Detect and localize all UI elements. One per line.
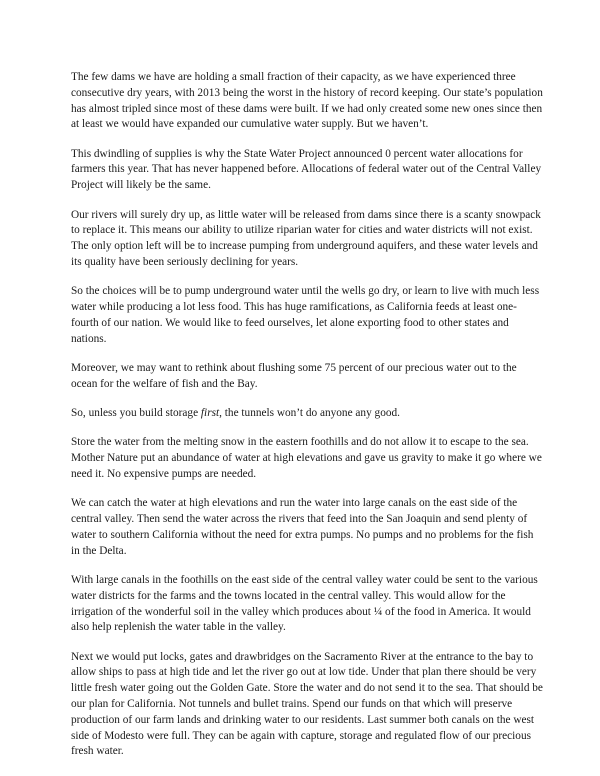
paragraph-foothill-canals: With large canals in the foothills on the east side of the central valley water could be sent to the various water districts for the farms and the towns located in the central valley. This would allow for the irrigation of the wonderful soil in the valley which produces about ¼ of the food in America. It would also help replenish the water table in the valley. [71, 573, 538, 634]
paragraph-choices: So the choices will be to pump underground water until the wells go dry, or learn to live with much less water while producing a lot less food. This has huge ramifications, as California feeds at least one-fourth of our nation. We would like to feed ourselves, let alone exporting food to other states and nations. [71, 285, 540, 345]
paragraph-dams-capacity: The few dams we have are holding a small fraction of their capacity, as we have experienced three consecutive dry years, with 2013 being the worst in the history of record keeping. Our state’s population has almost tripled since most of these dams were built. If we had only created some new ones since then at least we would have expanded our cumulative water supply. But we haven’t. [71, 71, 543, 131]
document-body [71, 70, 543, 774]
paragraph-rivers-dry-up: Our rivers will surely dry up, as little water will be released from dams since there is a scanty snowpack to replace it. This means our ability to utilize riparian water for cities and water districts will not exist. The only option left will be to increase pumping from underground aquifers, and these water levels and its quality have been seriously declining for years. [71, 208, 541, 268]
paragraph-storage-first [71, 406, 543, 422]
paragraph-sacramento-locks: Next we would put locks, gates and drawbridges on the Sacramento River at the entrance to the bay to allow ships to pass at high tide and let the river go out at low tide. Under that plan there should be very little fresh water going out the Golden Gate. Store the water and do not send it to the sea. That should be our plan for California. Not tunnels and bullet trains. Spend our funds on that which will preserve production of our farm lands and drinking water to our residents. Last summer both canals on the west side of Modesto were full. They can be again with capture, storage and regulated flow of our precious fresh water. [71, 650, 543, 758]
paragraph-flushing-water: Moreover, we may want to rethink about flushing some 75 percent of our precious water out to the ocean for the welfare of fish and the Bay. [71, 361, 517, 390]
paragraph-large-canals: We can catch the water at high elevations and run the water into large canals on the east side of the central valley. Then send the water across the rivers that feed into the San Joaquin and send plenty of water to southern California without the need for extra pumps. No pumps and no problems for the fish in the Delta. [71, 497, 534, 557]
storage-first-before: So, unless you build storage [71, 407, 201, 420]
paragraph-store-snow-water: Store the water from the melting snow in the eastern foothills and do not allow it to escape to the sea. Mother Nature put an abundance of water at high elevations and gave us gravity to make it go where we need it. No expensive pumps are needed. [71, 436, 542, 480]
paragraph-water-allocations: This dwindling of supplies is why the State Water Project announced 0 percent water allocations for farmers this year. That has never happened before. Allocations of federal water out of the Central Valley Project will likely be the same. [71, 147, 542, 192]
storage-first-after: , the tunnels won’t do anyone any good. [219, 407, 400, 420]
storage-first-emphasis: first [200, 407, 220, 420]
